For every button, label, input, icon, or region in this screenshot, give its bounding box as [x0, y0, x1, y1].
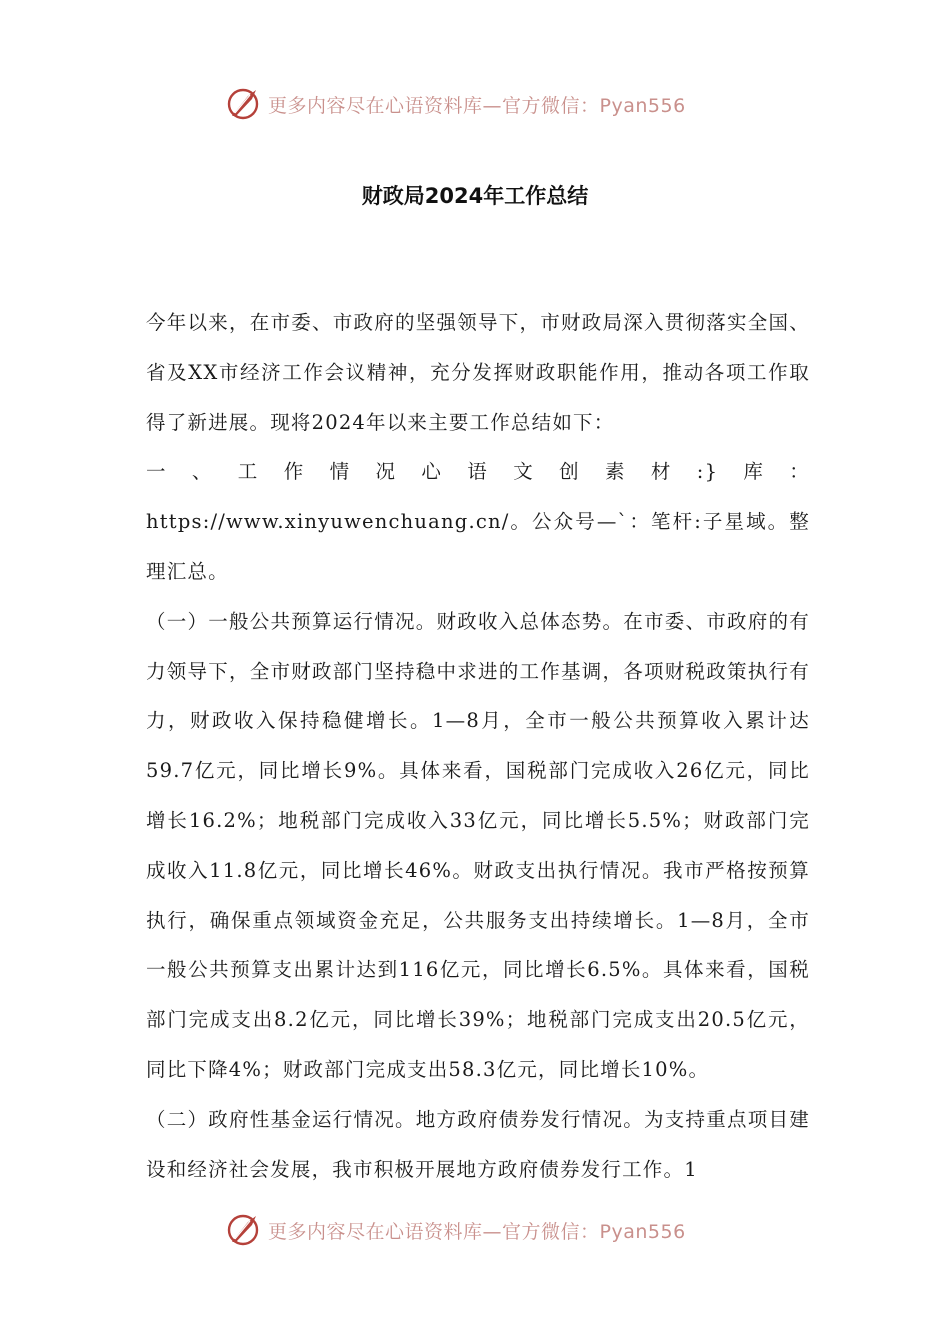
watermark-footer [226, 1210, 746, 1250]
watermark-text: 更多内容尽在心语资料库—官方微信：Pyan556 [268, 1220, 686, 1243]
paragraph-intro: 今年以来，在市委、市政府的坚强领导下，市财政局深入贯彻落实全国、省及XX市经济工作会议精神，充分发挥财政职能作用，推动各项工作取得了新进展。现将2024年以来主要工作总结如下： [146, 311, 810, 434]
paragraph-section-heading: 一、工作情况心语文创素材:}库：https://www.xinyuwenchuang.cn/。公众号—`：笔杆:子星域。整理汇总。 [146, 460, 810, 583]
quill-pen-logo-icon [226, 1212, 262, 1248]
watermark-header [226, 84, 746, 124]
paragraph-government-fund: （二）政府性基金运行情况。地方政府债券发行情况。为支持重点项目建设和经济社会发展，我市积极开展地方政府债券发行工作。1 [146, 1107, 810, 1181]
document-body [146, 298, 810, 1194]
watermark-text: 更多内容尽在心语资料库—官方微信：Pyan556 [268, 94, 686, 117]
paragraph-general-budget: （一）一般公共预算运行情况。财政收入总体态势。在市委、市政府的有力领导下，全市财政部门坚持稳中求进的工作基调，各项财税政策执行有力，财政收入保持稳健增长。1—8月，全市一般公共预算收入累计达59.7亿元，同比增长9%。具体来看，国税部门完成收入26亿元，同比增长16.2%；地税部门完成收入33亿元，同比增长5.5%；财政部门完成收入11.8亿元，同比增长46%。财政支出执行情况。我市严格按预算执行，确保重点领域资金充足，公共服务支出持续增长。1—8月，全市一般公共预算支出累计达到116亿元，同比增长6.5%。具体来看，国税部门完成支出8.2亿元，同比增长39%；地税部门完成支出20.5亿元，同比下降4%；财政部门完成支出58.3亿元，同比增长10%。 [146, 609, 810, 1081]
quill-pen-logo-icon [226, 86, 262, 122]
document-title: 财政局2024年工作总结 [361, 184, 589, 208]
